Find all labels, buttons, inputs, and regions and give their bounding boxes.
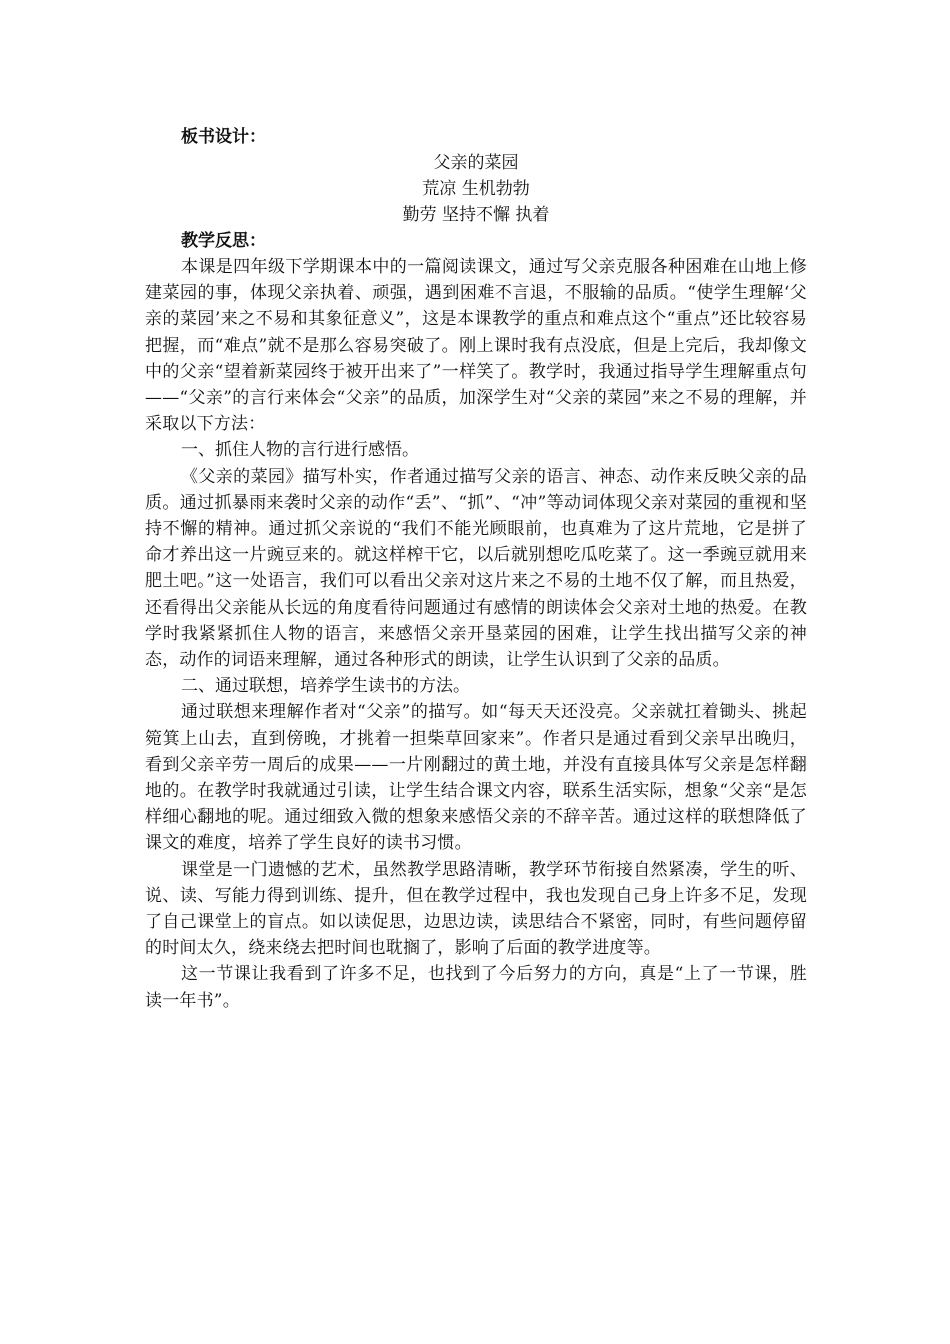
board-line-title: 父亲的菜园	[433, 153, 519, 173]
reflection-paragraph-5: 这一节课让我看到了许多不足，也找到了今后努力的方向，真是“上了一节课，胜读一年书”。	[145, 964, 807, 1011]
board-line-3: 勤劳 坚持不懈 执着	[402, 205, 550, 225]
board-design-heading: 板书设计：	[181, 127, 266, 147]
reflection-paragraph-3: 通过联想来理解作者对“父亲”的描写。如“每天天还没亮。父亲就扛着锄头、挑起箢箕上山去，直到傍晚，才挑着一担柴草回家来”。作者只是通过看到父亲早出晚归，看到父亲辛劳一周后的成果——一片刚翻过的黄土地，并没有直接具体写父亲是怎样翻地的。在教学时我就通过引读，让学生结合课文内容，联系生活实际，想象“父亲“是怎样细心翻地的呢。通过细致入微的想象来感悟父亲的不辞辛苦。通过这样的联想降低了课文的难度，培养了学生良好的读书习惯。	[145, 702, 807, 854]
board-line-2: 荒凉 生机勃勃	[422, 179, 530, 199]
section-heading-2: 二、通过联想，培养学生读书的方法。	[181, 676, 470, 697]
reflection-paragraph-2: 《父亲的菜园》描写朴实，作者通过描写父亲的语言、神态、动作来反映父亲的品质。通过抓暴雨来袭时父亲的动作“丢”、“抓”、“冲”等动词体现父亲对菜园的重视和坚持不懈的精神。通过抓父亲说的“我们不能光顾眼前，也真难为了这片荒地，它是拼了命才养出这一片豌豆来的。就这样榨干它，以后就别想吃瓜吃菜了。这一季豌豆就用来肥土吧。”这一处语言，我们可以看出父亲对这片来之不易的土地不仅了解，而且热爱，还看得出父亲能从长远的角度看待问题通过有感情的朗读体会父亲对土地的热爱。在教学时我紧紧抓住人物的语言，来感悟父亲开垦菜园的困难，让学生找出描写父亲的神态，动作的词语来理解，通过各种形式的朗读，让学生认识到了父亲的品质。	[145, 466, 807, 671]
section-heading-1: 一、抓住人物的言行进行感悟。	[181, 440, 419, 461]
reflection-heading: 教学反思：	[181, 231, 266, 251]
reflection-paragraph-1: 本课是四年级下学期课本中的一篇阅读课文，通过写父亲克服各种困难在山地上修建菜园的事，体现父亲执着、顽强，遇到困难不言退，不服输的品质。“使学生理解‘父亲的菜园’来之不易和其象征意义”，这是本课教学的重点和难点这个“重点”还比较容易把握，而“难点”就不是那么容易突破了。刚上课时我有点没底，但是上完后，我却像文中的父亲“望着新菜园终于被开出来了”一样笑了。教学时，我通过指导学生理解重点句——“父亲”的言行来体会“父亲”的品质，加深学生对“父亲的菜园”来之不易的理解，并采取以下方法：	[145, 257, 807, 435]
reflection-paragraph-4: 课堂是一门遗憾的艺术，虽然教学思路清晰，教学环节衔接自然紧凑，学生的听、说、读、写能力得到训练、提升，但在教学过程中，我也发现自己身上许多不足，发现了自己课堂上的盲点。如以读促思，边思边读，读思结合不紧密，同时，有些问题停留的时间太久，绕来绕去把时间也耽搁了，影响了后面的教学进度等。	[145, 859, 807, 959]
document-page	[145, 124, 807, 1014]
